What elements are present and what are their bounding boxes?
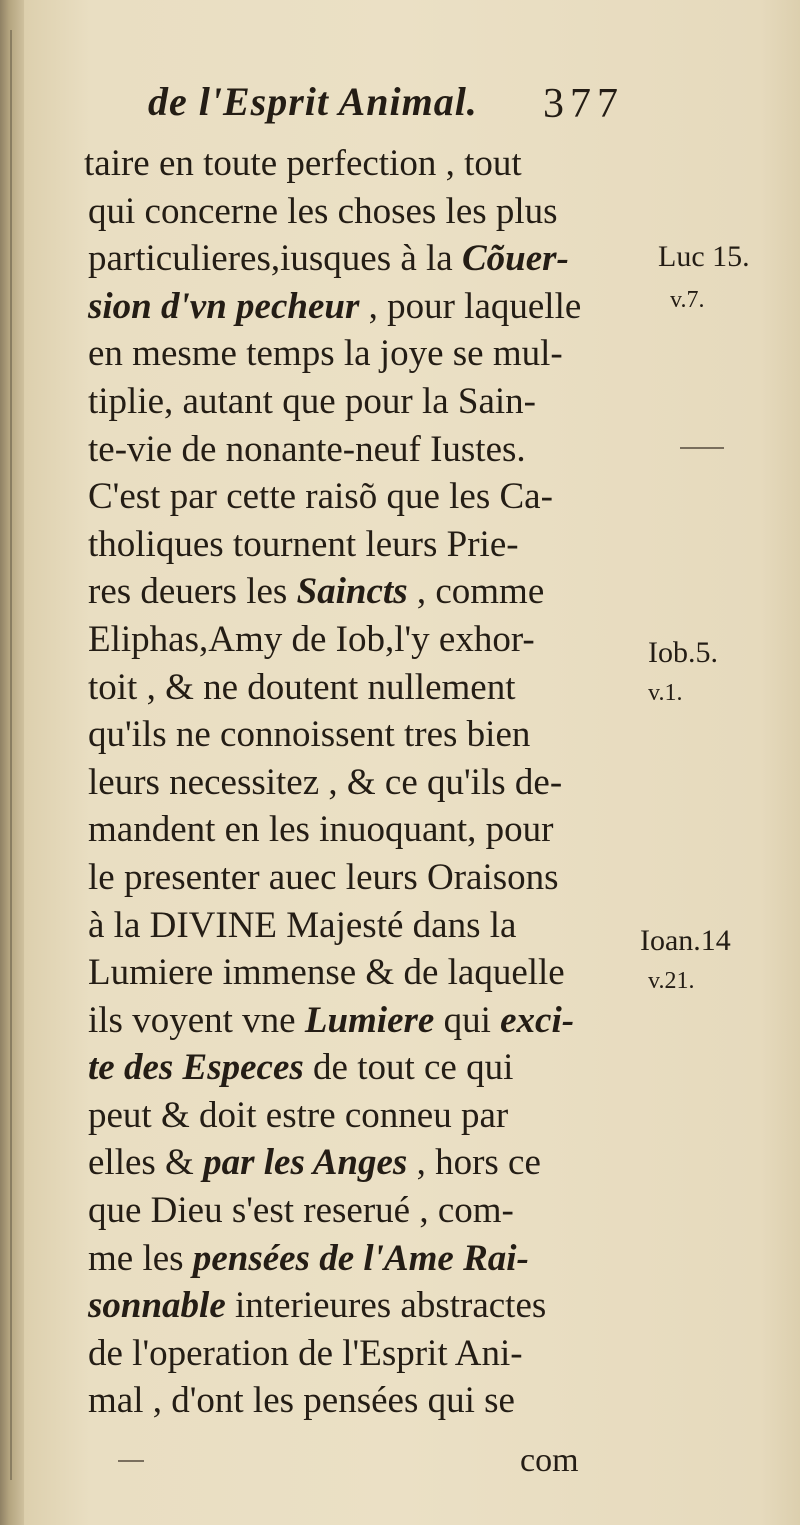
text-line: me les pensées de l'Ame Rai- xyxy=(88,1237,529,1279)
margin-note-verse: v.1. xyxy=(648,680,683,706)
margin-note-luc: Luc 15. xyxy=(658,240,750,273)
running-title: de l'Esprit Animal. xyxy=(148,79,478,124)
text-line: res deuers les Saincts , comme xyxy=(88,571,545,613)
body-text xyxy=(54,140,644,1425)
binding-fold-line xyxy=(10,30,12,1480)
text-line: Lumiere immense & de laquelle xyxy=(88,952,565,994)
text-line: te-vie de nonante-neuf Iustes. xyxy=(88,428,526,470)
text-line: à la DIVINE Majesté dans la xyxy=(88,904,517,946)
margin-note-iob: Iob.5. xyxy=(648,636,718,669)
text-line: taire en toute perfection , tout xyxy=(84,143,522,184)
text-line: C'est par cette raisõ que les Ca- xyxy=(88,476,553,518)
margin-note-verse: v.7. xyxy=(670,287,705,313)
text-line: toit , & ne doutent nullement xyxy=(88,666,516,708)
text-line: sion d'vn pecheur , pour laquelle xyxy=(88,285,582,327)
text-line: elles & par les Anges , hors ce xyxy=(88,1142,541,1184)
text-line: le presenter auec leurs Oraisons xyxy=(88,856,559,898)
text-line: ils voyent vne Lumiere qui exci- xyxy=(88,999,575,1041)
text-line: te des Especes de tout ce qui xyxy=(88,1047,514,1089)
text-line: qui concerne les choses les plus xyxy=(88,190,558,232)
page-header xyxy=(148,78,648,138)
margin-rule xyxy=(680,447,724,449)
book-binding-edge xyxy=(0,0,24,1525)
text-line: peut & doit estre conneu par xyxy=(88,1094,509,1136)
margin-note-ioan: Ioan.14 xyxy=(640,924,731,957)
footer-rule xyxy=(118,1460,144,1462)
text-line: leurs necessitez , & ce qu'ils de- xyxy=(88,761,563,803)
text-line: mal , d'ont les pensées qui se xyxy=(88,1380,515,1422)
text-line: en mesme temps la joye se mul- xyxy=(88,333,563,375)
text-line: mandent en les inuoquant, pour xyxy=(88,809,554,851)
text-line: de l'operation de l'Esprit Ani- xyxy=(88,1332,523,1374)
text-line: que Dieu s'est reserué , com- xyxy=(88,1190,514,1232)
page-number: 377 xyxy=(543,81,624,127)
text-line: particulieres,iusques à la Cõuer- xyxy=(88,238,569,280)
text-line: tiplie, autant que pour la Sain- xyxy=(88,380,536,422)
text-line: qu'ils ne connoissent tres bien xyxy=(88,714,531,756)
margin-notes xyxy=(640,0,800,1525)
catchword: com xyxy=(520,1442,579,1479)
text-line: sonnable interieures abstractes xyxy=(88,1285,547,1327)
text-line: tholiques tournent leurs Prie- xyxy=(88,523,519,565)
text-line: Eliphas,Amy de Iob,l'y exhor- xyxy=(88,618,535,660)
margin-note-verse: v.21. xyxy=(648,968,695,994)
